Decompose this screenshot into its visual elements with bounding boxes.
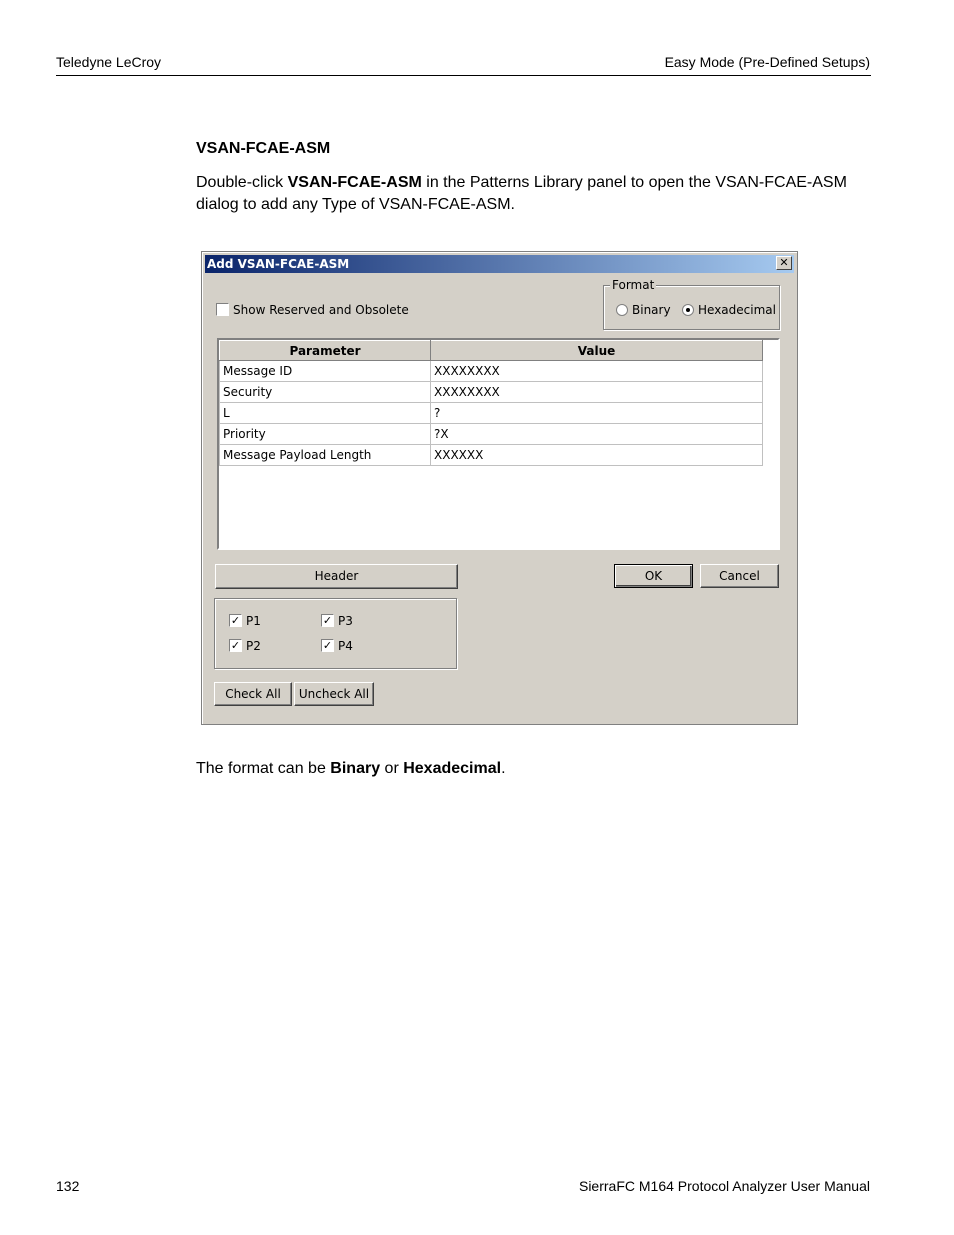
check-icon[interactable]: ✓ (322, 614, 333, 627)
header-left: Teledyne LeCroy (56, 54, 162, 70)
manual-title: SierraFC M164 Protocol Analyzer User Manual (578, 1178, 870, 1194)
value-cell[interactable]: XXXXXXXX (431, 361, 763, 382)
port-p4-label: P4 (338, 638, 353, 653)
table-row[interactable] (220, 382, 763, 403)
format-group (603, 278, 780, 330)
uncheck-all-button[interactable]: Uncheck All (294, 682, 374, 706)
param-cell: Priority (220, 424, 431, 445)
table-row[interactable] (220, 403, 763, 424)
show-reserved-checkbox[interactable] (216, 302, 409, 317)
add-vsan-fcae-asm-dialog (201, 251, 798, 725)
show-reserved-checkbox-box[interactable] (216, 303, 229, 316)
close-button[interactable] (776, 256, 792, 270)
grid-header-row (220, 341, 763, 361)
outro-text-mid: or (380, 760, 404, 777)
port-p3-label: P3 (338, 613, 353, 628)
outro-text-post: . (501, 760, 506, 777)
check-icon[interactable]: ✓ (230, 614, 241, 627)
param-cell: Message Payload Length (220, 445, 431, 466)
outro-binary: Binary (330, 760, 381, 777)
ok-button[interactable]: OK (614, 564, 693, 588)
port-p2-checkbox[interactable] (229, 638, 261, 653)
check-all-button[interactable]: Check All (214, 682, 292, 706)
binary-radio-label: Binary (632, 302, 671, 317)
check-icon[interactable]: ✓ (230, 639, 241, 652)
outro-hexadecimal: Hexadecimal (403, 760, 502, 777)
hexadecimal-radio-label: Hexadecimal (698, 302, 776, 317)
section-title: VSAN-FCAE-ASM (196, 140, 331, 157)
param-cell: Security (220, 382, 431, 403)
value-cell[interactable]: XXXXXX (431, 445, 763, 466)
check-icon[interactable]: ✓ (322, 639, 333, 652)
outro-text-pre: The format can be (196, 760, 331, 777)
close-icon: ✕ (779, 256, 789, 269)
cancel-button[interactable]: Cancel (700, 564, 779, 588)
value-cell[interactable]: ?X (431, 424, 763, 445)
intro-text-post: in the Patterns Library panel to open the VSAN-FCAE-ASM dialog to add any Type of VSAN-FCAE-ASM. (196, 174, 847, 213)
table-row[interactable] (220, 445, 763, 466)
show-reserved-label: Show Reserved and Obsolete (233, 302, 409, 317)
binary-radio-circle[interactable] (616, 304, 628, 316)
param-cell: L (220, 403, 431, 424)
param-cell: Message ID (220, 361, 431, 382)
header-right: Easy Mode (Pre-Defined Setups) (664, 54, 870, 70)
dialog-titlebar (205, 255, 794, 273)
page-number: 132 (56, 1178, 80, 1194)
column-header-value[interactable]: Value (431, 341, 763, 361)
intro-text-pre: Double-click (196, 174, 288, 191)
intro-paragraph (196, 172, 886, 216)
port-p1-checkbox[interactable] (229, 613, 261, 628)
port-p3-checkbox[interactable] (321, 613, 353, 628)
outro-paragraph (196, 760, 506, 778)
header-rule (56, 75, 871, 76)
hexadecimal-radio[interactable] (682, 302, 776, 317)
table-row[interactable] (220, 424, 763, 445)
port-p4-checkbox[interactable] (321, 638, 353, 653)
column-header-parameter[interactable]: Parameter (220, 341, 431, 361)
port-p2-label: P2 (246, 638, 261, 653)
hexadecimal-radio-circle[interactable] (682, 304, 694, 316)
value-cell[interactable]: XXXXXXXX (431, 382, 763, 403)
port-p1-label: P1 (246, 613, 261, 628)
ports-group (214, 598, 457, 669)
header-button[interactable]: Header (215, 564, 458, 589)
format-legend: Format (612, 278, 655, 292)
intro-text-bold: VSAN-FCAE-ASM (287, 174, 422, 191)
table-row[interactable] (220, 361, 763, 382)
value-cell[interactable]: ? (431, 403, 763, 424)
parameter-grid (217, 338, 780, 550)
binary-radio[interactable] (616, 302, 671, 317)
dialog-title: Add VSAN-FCAE-ASM (207, 257, 350, 271)
